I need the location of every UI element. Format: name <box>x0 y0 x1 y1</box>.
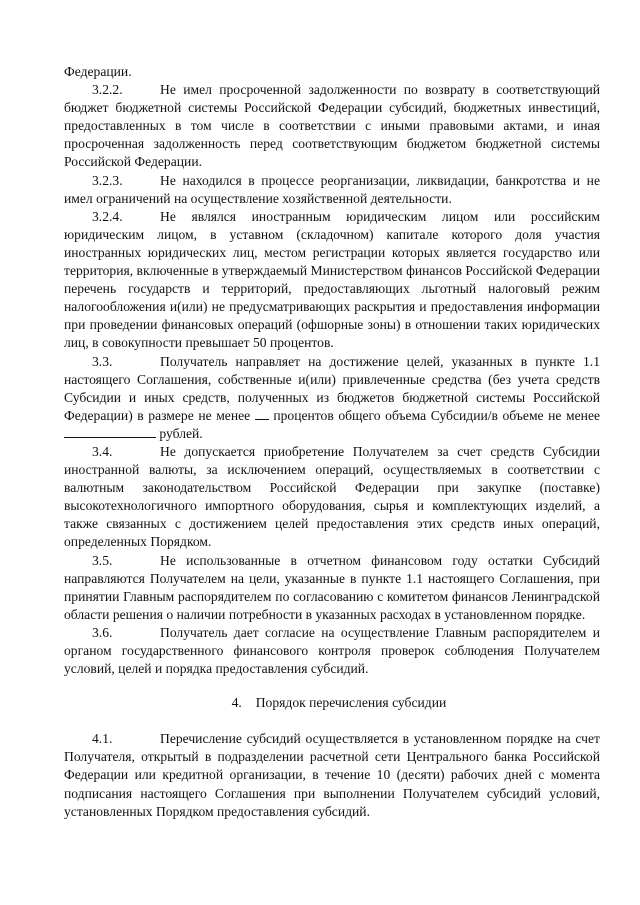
clause-number: 3.5. <box>92 552 113 568</box>
clause-text: Получатель дает согласие на осуществление Главным распорядителем и органом государственного финансового контроля проверок соблюдения Получателем условий, целей и порядка предоставления субсидий. <box>64 624 600 677</box>
paragraph-3-3 <box>64 353 600 443</box>
blank-amount-field <box>64 426 156 438</box>
paragraph-text: Федерации. <box>64 64 132 79</box>
clause-number: 4.1. <box>92 731 113 747</box>
clause-number: 3.4. <box>92 443 113 459</box>
clause-number: 3.3. <box>92 353 113 369</box>
section-title: Порядок перечисления субсидии <box>255 695 447 711</box>
clause-text: Перечисление субсидий осуществляется в установленном порядке на счет Получателя, открытый в подразделении расчетной сети Центрального банка Российской Федерации или кредитной организации, в течение 10 (десяти) рабочих дней с момента подписания настоящего Соглашения при выполнении Получателем субсидий условий, установленных Порядком предоставления субсидий. <box>64 731 600 819</box>
clause-text: Не допускается приобретение Получателем за счет средств Субсидии иностранной валюты, за исключением операций, осуществляемых в соответствии с валютным законодательством Российской Федерации при закупке (поставке) высокотехнологичного импортного оборудования, сырья и комплектующих изделий, а также связанных с достижением целей предоставления этих средств иных операций, определенных Порядком. <box>64 443 600 550</box>
section-heading <box>64 694 600 712</box>
paragraph-3-2-3 <box>64 172 600 208</box>
clause-text: процентов общего объема Субсидии/в объеме не менее <box>273 407 601 423</box>
clause-number: 3.2.2. <box>92 82 123 98</box>
document-body <box>64 63 600 821</box>
paragraph-4-1 <box>64 730 600 820</box>
section-number: 4. <box>231 695 242 711</box>
clause-text: Не использованные в отчетном финансовом году остатки Субсидий направляются Получателем на цели, указанные в пункте 1.1 настоящего Соглашения, при принятии Главным распорядителем по согласованию с комитетом финансов Ленинградской области решения о наличии потребности в указанных расходах в установленном порядке. <box>64 552 600 622</box>
clause-text: Не находился в процессе реорганизации, ликвидации, банкротства и не имел ограничений на осуществление хозяйственной деятельности. <box>64 172 600 206</box>
clause-number: 3.2.3. <box>92 172 123 188</box>
paragraph-3-2-4 <box>64 208 600 353</box>
clause-text: рублей. <box>159 425 203 441</box>
clause-text: Получатель направляет на достижение целей, указанных в пункте 1.1 настоящего Соглашения, собственные и(или) привлеченные средства (без учета средств Субсидии и иных средств, полученных из бюджетов бюджетной системы Российской Федерации) в размере не менее <box>64 353 600 423</box>
paragraph-3-5 <box>64 552 600 624</box>
blank-percent-field <box>255 408 269 420</box>
clause-text: Не являлся иностранным юридическим лицом или российским юридическим лицом, в уставном (складочном) капитале которого доля участия иностранных юридических лиц, местом регистрации которых является государство или территория, включенные в утверждаемый Министерством финансов Российской Федерации перечень государств и территорий, предоставляющих льготный налоговый режим налогообложения и(или) не предусматривающих раскрытия и предоставления информации при проведении финансовых операций (офшорные зоны) в отношении таких юридических лиц, в совокупности превышает 50 процентов. <box>64 208 600 351</box>
paragraph-3-2-2 <box>64 81 600 171</box>
paragraph-3-4 <box>64 443 600 552</box>
paragraph-3-6 <box>64 624 600 678</box>
clause-text: Не имел просроченной задолженности по возврату в соответствующий бюджет бюджетной системы Российской Федерации субсидий, бюджетных инвестиций, предоставленных в том числе в соответствии с иными правовыми актами, и иная просроченная задолженность перед соответствующим бюджетом бюджетной системы Российской Федерации. <box>64 82 600 170</box>
clause-number: 3.6. <box>92 624 113 640</box>
clause-number: 3.2.4. <box>92 208 123 224</box>
paragraph-continuation <box>64 63 600 81</box>
